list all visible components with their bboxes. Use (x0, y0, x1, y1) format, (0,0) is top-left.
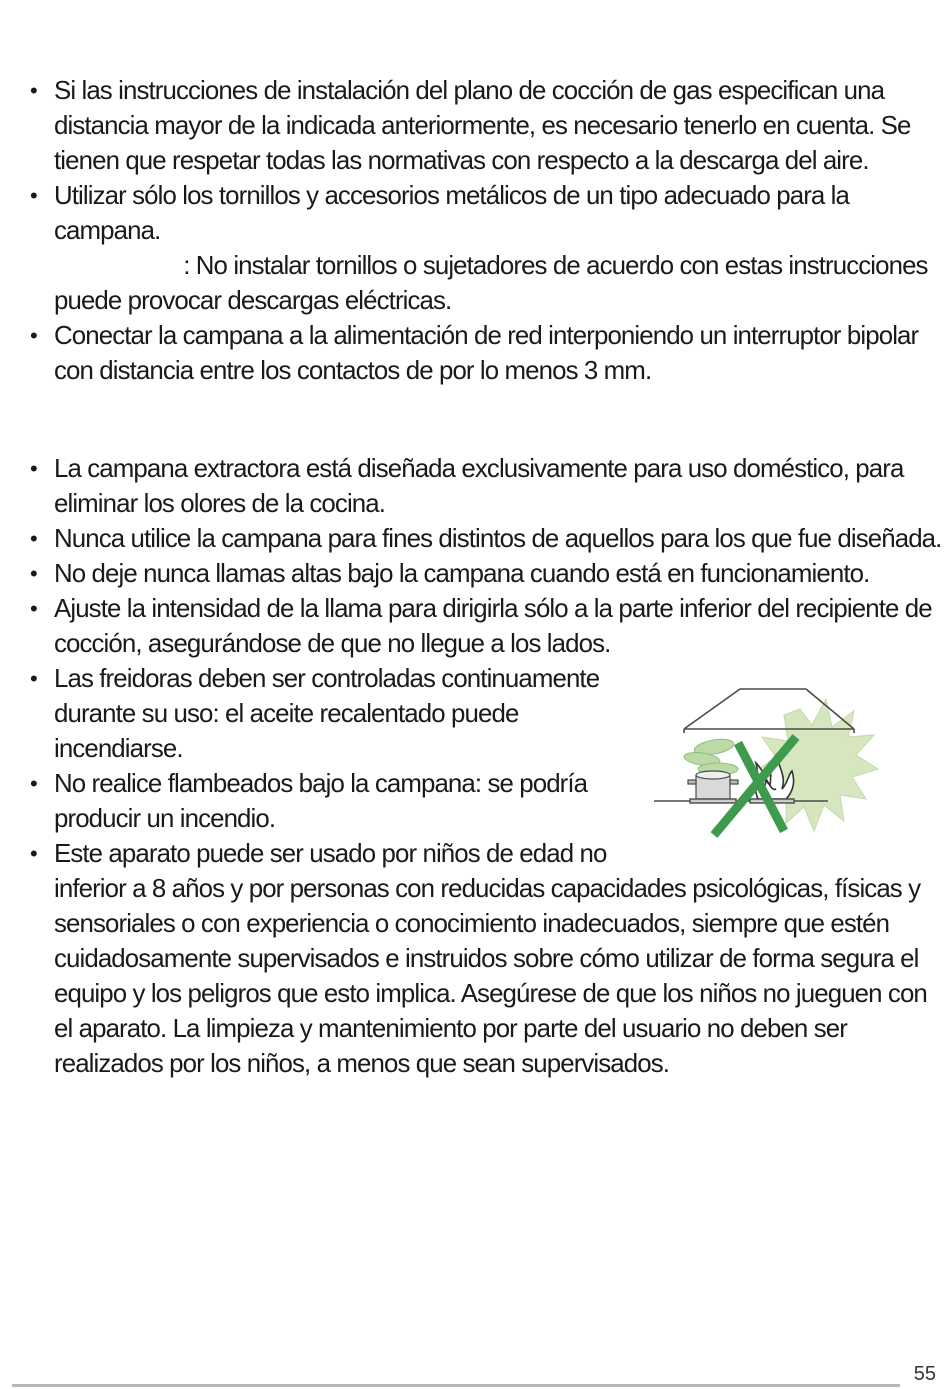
list-item-line: campana. (54, 215, 161, 245)
list-item (0, 73, 950, 178)
list-item-line: Utilizar sólo los tornillos y accesorios metálicos de un tipo adecuado para la (54, 180, 850, 210)
warning-line: : No instalar tornillos o sujetadores de acuerdo con estas instrucciones (183, 250, 928, 280)
list-item-line: con distancia entre los contactos de por lo menos 3 mm. (54, 355, 652, 385)
list-item-line: No deje nunca llamas altas bajo la campana cuando está en funcionamiento. (54, 558, 870, 588)
list-item-line: Si las instrucciones de instalación del plano de cocción de gas especifican una (54, 75, 885, 105)
bullet: • (30, 771, 37, 796)
pot-icon (688, 771, 738, 799)
list-item-line: La campana extractora está diseñada exclusivamente para uso doméstico, para (54, 453, 904, 483)
bullet: • (30, 596, 37, 621)
list-item-line: Ajuste la intensidad de la llama para dirigirla sólo a la parte inferior del recipiente de (54, 593, 932, 623)
list-item-line: Este aparato puede ser usado por niños de edad no (54, 838, 607, 868)
list-item (0, 556, 950, 591)
list-item-line: equipo y los peligros que esto implica. Asegúrese de que los niños no jueguen con (54, 978, 927, 1008)
list-item-line: Las freidoras deben ser controladas continuamente (54, 663, 600, 693)
list-item (0, 521, 950, 556)
list-item-line: puede provocar descargas eléctricas. (54, 285, 452, 315)
list-item (0, 591, 950, 661)
precautions-list (0, 73, 950, 388)
bullet: • (30, 561, 37, 586)
list-item (0, 178, 950, 318)
bullet: • (30, 526, 37, 551)
list-item-line: cuidadosamente supervisados e instruidos sobre cómo utilizar de forma segura el (54, 943, 919, 973)
list-item-line: el aparato. La limpieza y mantenimiento por parte del usuario no deben ser (54, 1013, 847, 1043)
list-item-line: Conectar la campana a la alimentación de red interponiendo un interruptor bipolar (54, 320, 919, 350)
list-item-line: sensoriales o con experiencia o conocimiento inadecuados, siempre que estén (54, 908, 890, 938)
page-number: 55 (913, 1363, 936, 1385)
list-item-line: realizados por los niños, a menos que sean supervisados. (54, 1048, 670, 1078)
list-item-line: incendiarse. (54, 733, 183, 763)
bullet: • (30, 841, 37, 866)
list-item-line: eliminar los olores de la cocina. (54, 488, 386, 518)
list-item-line: cocción, asegurándose de que no llegue a los lados. (54, 628, 611, 658)
bullet: • (30, 78, 37, 103)
bullet: • (30, 666, 37, 691)
bullet: • (30, 323, 37, 348)
list-item-line: producir un incendio. (54, 803, 276, 833)
list-item (0, 318, 950, 388)
footer-rule (12, 1384, 900, 1387)
list-item-line: distancia mayor de la indicada anteriormente, es necesario tenerlo en cuenta. Se (54, 110, 911, 140)
list-item-line: No realice flambeados bajo la campana: se podría (54, 768, 588, 798)
list-item-line: durante su uso: el aceite recalentado puede (54, 698, 519, 728)
list-item (0, 836, 950, 1081)
list-item-line: Nunca utilice la campana para fines distintos de aquellos para los que fue diseñada. (54, 523, 942, 553)
no-flambe-under-hood-icon (652, 685, 880, 843)
bullet: • (30, 183, 37, 208)
list-item-line: inferior a 8 años y por personas con reducidas capacidades psicológicas, físicas y (54, 873, 921, 903)
list-item-line: tienen que respetar todas las normativas con respecto a la descarga del aire. (54, 145, 869, 175)
steam-icon (683, 737, 738, 775)
list-item (0, 451, 950, 521)
bullet: • (30, 456, 37, 481)
